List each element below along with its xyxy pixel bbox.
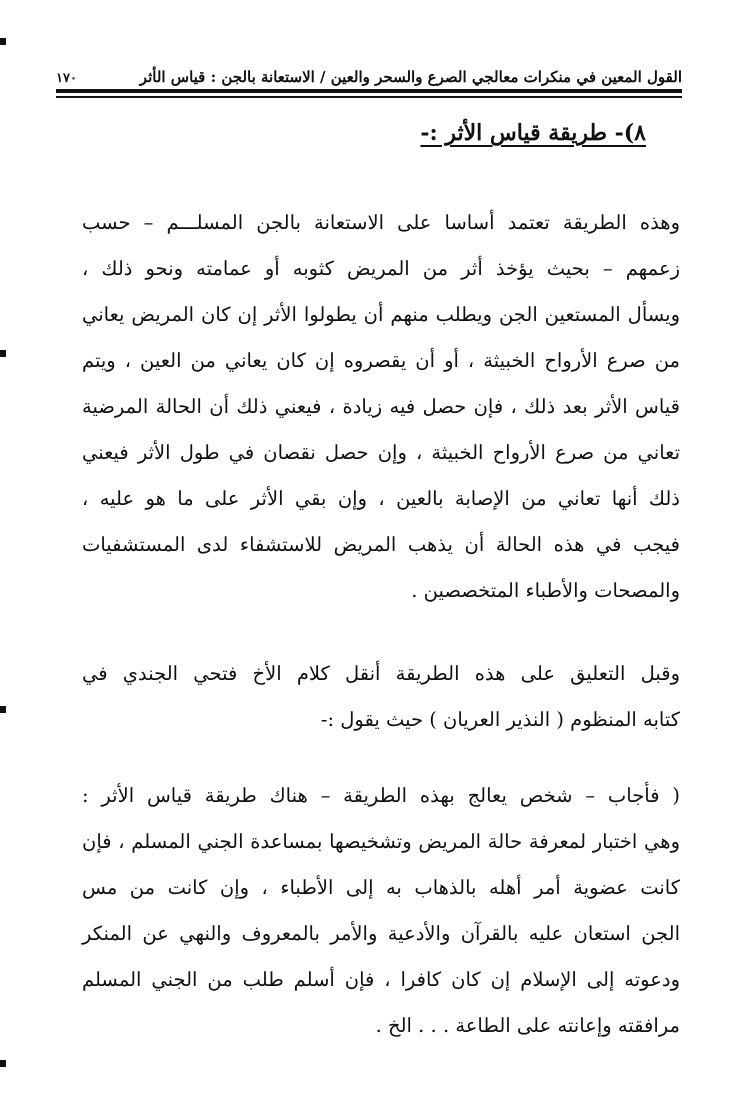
paragraph-2 xyxy=(82,651,680,743)
text-line: قياس الأثر بعد ذلك ، فإن حصل فيه زيادة ، فيعني ذلك أن الحالة المرضية xyxy=(82,395,680,418)
scan-edge-mark xyxy=(0,1060,6,1067)
text-line: مرافقته وإعانته على الطاعة . . . الخ . xyxy=(375,1014,680,1037)
paragraph-3 xyxy=(82,773,680,1049)
text-line: زعمهم – بحيث يؤخذ أثر من المريض كثوبه أو عمامته ونحو ذلك ، xyxy=(82,257,680,280)
text-line: الجن استعان عليه بالقرآن والأدعية والأمر بالمعروف والنهي عن المنكر xyxy=(82,922,680,945)
text-line: وقبل التعليق على هذه الطريقة أنقل كلام الأخ فتحي الجندي في xyxy=(82,662,680,685)
text-line: تعاني من صرع الأرواح الخبيثة ، وإن حصل نقصان في طول الأثر فيعني xyxy=(82,441,680,464)
scan-edge-mark xyxy=(0,706,6,713)
text-line: فيجب في هذه الحالة أن يذهب المريض للاستشفاء لدى المستشفيات xyxy=(82,533,680,556)
scan-edge-mark xyxy=(0,38,6,45)
text-line: وهي اختبار لمعرفة حالة المريض وتشخيصها بمساعدة الجني المسلم ، فإن xyxy=(82,830,680,853)
section-heading: ٨)- طريقة قياس الأثر :- xyxy=(420,120,646,146)
page-number: ١٧٠ xyxy=(56,71,77,86)
text-line: ودعوته إلى الإسلام إن كان كافرا ، فإن أسلم طلب من الجني المسلم xyxy=(82,968,680,991)
text-line: والمصحات والأطباء المتخصصين . xyxy=(411,579,680,602)
header-title: القول المعين في منكرات معالجي الصرع والسحر والعين / الاستعانة بالجن : قياس الأثر xyxy=(139,68,682,86)
text-line: ويسأل المستعين الجن ويطلب منهم أن يطولوا الأثر إن كان المريض يعاني xyxy=(82,303,680,326)
scan-edge-mark xyxy=(0,350,6,357)
text-line: من صرع الأرواح الخبيثة ، أو أن يقصروه إن كان يعاني من العين ، ويتم xyxy=(82,349,680,372)
paragraph-1 xyxy=(82,200,680,614)
header-rule-thick xyxy=(56,89,682,93)
text-line: ( فأجاب – شخص يعالج بهذه الطريقة – هناك طريقة قياس الأثر : xyxy=(82,784,680,807)
text-line: ذلك أنها تعاني من الإصابة بالعين ، وإن بقي الأثر على ما هو عليه ، xyxy=(82,487,680,510)
running-header xyxy=(56,58,682,86)
text-line: كانت عضوية أمر أهله بالذهاب به إلى الأطباء ، وإن كانت من مس xyxy=(82,876,680,899)
text-line: وهذه الطريقة تعتمد أساسا على الاستعانة بالجن المسلـــم – حسب xyxy=(82,211,680,234)
text-line: كتابه المنظوم ( النذير العريان ) حيث يقول :- xyxy=(320,708,680,731)
header-rule-thin xyxy=(56,96,682,98)
